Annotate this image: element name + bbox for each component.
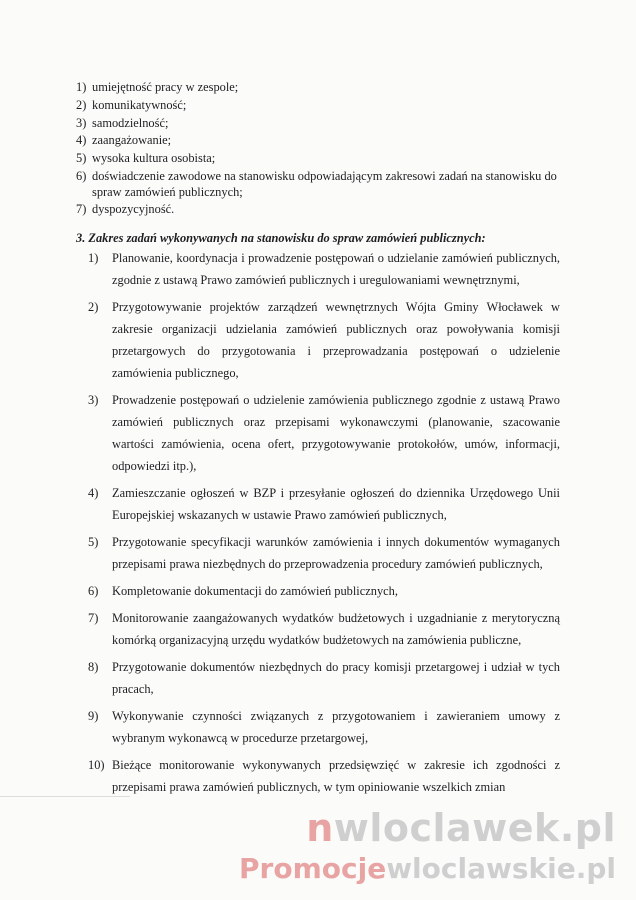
item-text: Planowanie, koordynacja i prowadzenie postępowań o udzielanie zamówień publicznych, zgodnie z ustawą Prawo zamówień publicznych i uregulowaniami wewnętrznymi, — [112, 251, 560, 287]
item-number: 10) — [88, 758, 105, 772]
item-text: Bieżące monitorowanie wykonywanych przedsięwzięć w zakresie ich zgodności z przepisami prawa zamówień publicznych, w tym opiniowanie wszelkich zmian — [112, 758, 560, 794]
item-number: 4) — [76, 133, 87, 148]
item-number: 6) — [76, 168, 87, 183]
item-number: 9) — [88, 709, 99, 723]
list-item — [88, 531, 560, 575]
requirements-list — [76, 80, 566, 220]
item-text: Przygotowywanie projektów zarządzeń wewnętrznych Wójta Gminy Włocławek w zakresie organizacji udzielania zamówień publicznych oraz powoływania komisji przetargowych do przygotowania i przeprowadzania postępowań o udzielenie zamówienia publicznego, — [112, 300, 560, 380]
item-number: 2) — [88, 300, 99, 314]
item-text: wysoka kultura osobista; — [92, 151, 216, 166]
item-text: komunikatywność; — [92, 97, 187, 112]
list-item — [88, 705, 560, 749]
item-number: 1) — [88, 251, 99, 265]
list-item — [76, 80, 566, 96]
item-number: 7) — [76, 202, 87, 217]
item-number: 1) — [76, 80, 87, 94]
list-item — [88, 389, 560, 477]
item-number: 4) — [88, 486, 99, 500]
watermark-promocje — [239, 852, 616, 885]
item-number: 8) — [88, 660, 99, 674]
item-text: Przygotowanie specyfikacji warunków zamówienia i innych dokumentów wymaganych przepisami prawa niezbędnych do przeprowadzenia procedury zamówień publicznych, — [112, 535, 560, 571]
list-item — [76, 151, 566, 167]
item-text: zaangażowanie; — [92, 133, 172, 148]
watermark-nwloclawek — [306, 806, 616, 850]
item-text: Przygotowanie dokumentów niezbędnych do pracy komisji przetargowej i udział w tych pracach, — [112, 660, 560, 696]
section-heading: 3. Zakres zadań wykonywanych na stanowisku do spraw zamówień publicznych: — [76, 231, 486, 245]
watermark-accent: n — [306, 806, 334, 850]
item-text: doświadczenie zawodowe na stanowisku odpowiadającym zakresowi zadań na stanowisku do spraw zamówień publicznych; — [92, 168, 557, 199]
item-text: Monitorowanie zaangażowanych wydatków budżetowych i uzgadnianie z merytoryczną komórką organizacyjną urzędu wydatków budżetowych na zamówienia publiczne, — [112, 611, 560, 647]
list-item — [76, 116, 566, 132]
item-number: 3) — [76, 115, 87, 130]
list-item — [88, 607, 560, 651]
item-number: 5) — [76, 151, 87, 166]
item-text: samodzielność; — [92, 115, 169, 130]
list-item — [88, 482, 560, 526]
item-text: Kompletowanie dokumentacji do zamówień publicznych, — [112, 584, 398, 598]
duties-list — [88, 247, 560, 803]
item-number: 5) — [88, 535, 99, 549]
watermark-text: wloclawskie.pl — [386, 852, 616, 885]
item-number: 6) — [88, 584, 99, 598]
list-item — [76, 133, 566, 149]
item-number: 7) — [88, 611, 99, 625]
item-text: Wykonywanie czynności związanych z przygotowaniem i zawieraniem umowy z wybranym wykonawcą w procedurze przetargowej, — [112, 709, 560, 745]
list-item — [76, 98, 566, 114]
item-number: 2) — [76, 97, 87, 112]
list-item — [88, 247, 560, 291]
list-item — [88, 580, 560, 602]
list-item — [76, 169, 566, 200]
list-item — [76, 202, 566, 218]
item-text: Prowadzenie postępowań o udzielenie zamówienia publicznego zgodnie z ustawą Prawo zamówień publicznych oraz przepisami wykonawczymi (planowanie, szacowanie wartości zamówienia, ocena ofert, przygotowywanie protokołów, umów, informacji, odpowiedzi itp.), — [112, 393, 560, 473]
list-item — [88, 656, 560, 700]
list-item — [88, 754, 560, 798]
item-text: dyspozycyjność. — [92, 202, 175, 217]
list-item — [88, 296, 560, 384]
item-text: umiejętność pracy w zespole; — [92, 80, 239, 94]
item-text: Zamieszczanie ogłoszeń w BZP i przesyłanie ogłoszeń do dziennika Urzędowego Unii Europejskiej wskazanych w ustawie Prawo zamówień publicznych, — [112, 486, 560, 522]
watermark-accent: Promocje — [239, 852, 387, 885]
item-number: 3) — [88, 393, 99, 407]
watermark-text: wloclawek.pl — [333, 806, 616, 850]
